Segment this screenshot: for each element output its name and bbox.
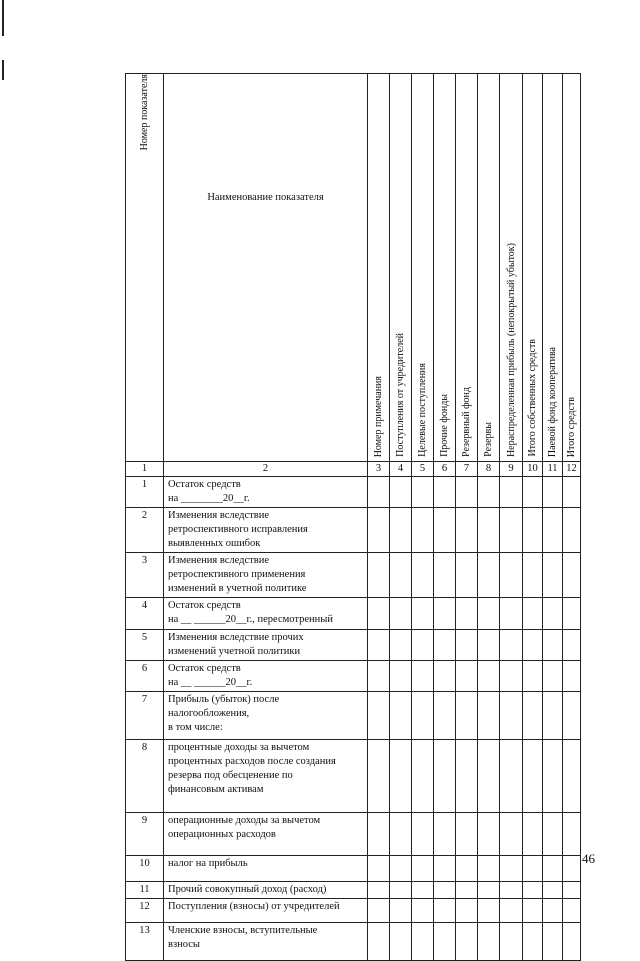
value-cell [390,882,412,899]
value-cell [368,477,390,508]
value-cell [500,692,523,740]
value-cell [434,661,456,692]
value-cell [543,661,563,692]
indicator-name: операционные доходы за вычетом операционных расходов [164,813,368,856]
table-row [126,813,581,856]
value-cell [368,740,390,813]
value-cell [368,598,390,630]
value-cell [563,882,581,899]
column-number: 4 [390,462,412,477]
indicator-number: 11 [126,882,164,899]
value-cell [456,508,478,553]
indicator-name: Остаток средств на ________20__г. [164,477,368,508]
value-cell [434,740,456,813]
value-cell [368,508,390,553]
value-cell [478,899,500,923]
indicator-name: налог на прибыль [164,856,368,882]
indicator-name: Членские взносы, вступительные взносы [164,923,368,961]
value-cell [543,899,563,923]
value-cell [368,856,390,882]
value-cell [456,630,478,661]
table-row [126,692,581,740]
value-cell [543,692,563,740]
page-edge-mark [2,0,4,36]
value-cell [434,508,456,553]
table-row [126,508,581,553]
indicator-name: Остаток средств на __ ______20__г. [164,661,368,692]
header-cell [523,74,543,462]
value-cell [500,661,523,692]
value-cell [456,553,478,598]
value-cell [434,882,456,899]
column-number: 6 [434,462,456,477]
value-cell [390,553,412,598]
value-cell [523,882,543,899]
value-cell [390,899,412,923]
value-cell [563,661,581,692]
value-cell [390,692,412,740]
indicator-name: Изменения вследствие прочих изменений учетной политики [164,630,368,661]
value-cell [500,856,523,882]
value-cell [412,882,434,899]
value-cell [500,882,523,899]
value-cell [563,508,581,553]
value-cell [543,553,563,598]
table-row [126,899,581,923]
value-cell [478,661,500,692]
value-cell [523,508,543,553]
table-row [126,740,581,813]
header-cell [368,74,390,462]
value-cell [500,813,523,856]
header-cell [434,74,456,462]
indicator-number: 7 [126,692,164,740]
indicator-number: 1 [126,477,164,508]
indicator-name: Прибыль (убыток) после налогообложения, в том числе: [164,692,368,740]
value-cell [543,740,563,813]
value-cell [523,553,543,598]
header-total-own-funds: Итого собственных средств [527,339,538,457]
value-cell [368,630,390,661]
column-number: 7 [456,462,478,477]
value-cell [434,813,456,856]
value-cell [456,598,478,630]
page-number: 46 [582,851,595,866]
header-note-number: Номер примечания [373,375,384,457]
column-number: 5 [412,462,434,477]
value-cell [543,856,563,882]
value-cell [412,553,434,598]
value-cell [543,813,563,856]
column-number-row [126,462,581,477]
value-cell [543,598,563,630]
value-cell [390,598,412,630]
table-row [126,630,581,661]
header-targeted-receipts: Целевые поступления [417,363,428,457]
value-cell [434,692,456,740]
value-cell [412,661,434,692]
header-cell [456,74,478,462]
value-cell [543,477,563,508]
indicator-number: 9 [126,813,164,856]
value-cell [390,630,412,661]
value-cell [563,813,581,856]
value-cell [543,882,563,899]
value-cell [500,740,523,813]
value-cell [412,692,434,740]
value-cell [500,598,523,630]
value-cell [456,477,478,508]
value-cell [543,923,563,961]
value-cell [478,882,500,899]
value-cell [368,553,390,598]
table-row [126,856,581,882]
table-row [126,477,581,508]
value-cell [500,630,523,661]
indicator-number: 13 [126,923,164,961]
value-cell [412,508,434,553]
value-cell [543,508,563,553]
value-cell [456,692,478,740]
value-cell [434,899,456,923]
value-cell [412,813,434,856]
column-number: 9 [500,462,523,477]
header-indicator-name: Наименование показателя [207,192,324,203]
value-cell [523,813,543,856]
header-reserves: Резервы [483,422,494,457]
value-cell [478,630,500,661]
value-cell [563,899,581,923]
header-cell [126,74,164,462]
value-cell [563,598,581,630]
value-cell [478,477,500,508]
indicator-number: 10 [126,856,164,882]
header-retained-earnings: Нераспределенная прибыль (непокрытый убыток) [505,242,517,457]
header-cell [543,74,563,462]
column-number: 11 [543,462,563,477]
value-cell [478,856,500,882]
value-cell [456,661,478,692]
table-row [126,882,581,899]
value-cell [412,899,434,923]
indicator-name: Прочий совокупный доход (расход) [164,882,368,899]
value-cell [456,740,478,813]
value-cell [390,477,412,508]
value-cell [500,923,523,961]
value-cell [456,856,478,882]
value-cell [523,740,543,813]
value-cell [523,661,543,692]
column-number: 2 [164,462,368,477]
indicator-number: 2 [126,508,164,553]
indicator-number: 6 [126,661,164,692]
value-cell [456,813,478,856]
indicator-name: Поступления (взносы) от учредителей [164,899,368,923]
header-share-fund: Паевой фонд кооператива [547,346,558,457]
indicator-number: 3 [126,553,164,598]
value-cell [523,923,543,961]
indicator-name: Изменения вследствие ретроспективного исправления выявленных ошибок [164,508,368,553]
header-reserve-fund: Резервный фонд [461,387,472,457]
value-cell [412,923,434,961]
value-cell [523,598,543,630]
value-cell [500,553,523,598]
column-number: 8 [478,462,500,477]
value-cell [368,661,390,692]
page-edge-mark [2,60,4,80]
value-cell [563,856,581,882]
value-cell [434,598,456,630]
value-cell [456,882,478,899]
value-cell [456,899,478,923]
value-cell [434,630,456,661]
value-cell [368,923,390,961]
header-cell [412,74,434,462]
value-cell [434,477,456,508]
value-cell [523,692,543,740]
table-row [126,923,581,961]
value-cell [434,856,456,882]
header-other-funds: Прочие фонды [439,394,450,457]
value-cell [390,661,412,692]
indicator-number: 8 [126,740,164,813]
header-cell [478,74,500,462]
value-cell [500,477,523,508]
value-cell [390,856,412,882]
value-cell [390,923,412,961]
value-cell [523,630,543,661]
value-cell [478,508,500,553]
value-cell [523,477,543,508]
value-cell [456,923,478,961]
value-cell [563,630,581,661]
value-cell [523,856,543,882]
capital-changes-table [125,73,581,961]
value-cell [478,553,500,598]
header-cell [500,74,523,462]
value-cell [368,692,390,740]
value-cell [412,856,434,882]
column-number: 12 [563,462,581,477]
value-cell [390,740,412,813]
header-total-funds: Итого средств [566,396,577,457]
value-cell [478,923,500,961]
value-cell [412,630,434,661]
header-indicator-number: Номер показателя [139,74,150,151]
value-cell [478,692,500,740]
header-cell [164,74,368,462]
value-cell [412,477,434,508]
value-cell [412,598,434,630]
value-cell [563,923,581,961]
header-cell [390,74,412,462]
value-cell [368,899,390,923]
value-cell [543,630,563,661]
value-cell [478,740,500,813]
indicator-name: Остаток средств на __ ______20__г., пересмотренный [164,598,368,630]
value-cell [478,813,500,856]
value-cell [390,813,412,856]
column-number: 3 [368,462,390,477]
value-cell [368,813,390,856]
table-row [126,598,581,630]
header-founder-receipts: Поступления от учредителей [395,333,406,457]
value-cell [390,508,412,553]
value-cell [412,740,434,813]
value-cell [523,899,543,923]
indicator-number: 5 [126,630,164,661]
value-cell [563,477,581,508]
column-number: 10 [523,462,543,477]
value-cell [478,598,500,630]
indicator-name: процентные доходы за вычетом процентных расходов после создания резерва под обесценение по финансовым активам [164,740,368,813]
value-cell [563,740,581,813]
table-row [126,661,581,692]
value-cell [368,882,390,899]
value-cell [500,899,523,923]
indicator-number: 12 [126,899,164,923]
value-cell [434,923,456,961]
value-cell [500,508,523,553]
header-cell [563,74,581,462]
indicator-number: 4 [126,598,164,630]
table-row [126,553,581,598]
header-row [126,74,581,462]
value-cell [563,692,581,740]
column-number: 1 [126,462,164,477]
value-cell [563,553,581,598]
indicator-name: Изменения вследствие ретроспективного применения изменений в учетной политике [164,553,368,598]
value-cell [434,553,456,598]
